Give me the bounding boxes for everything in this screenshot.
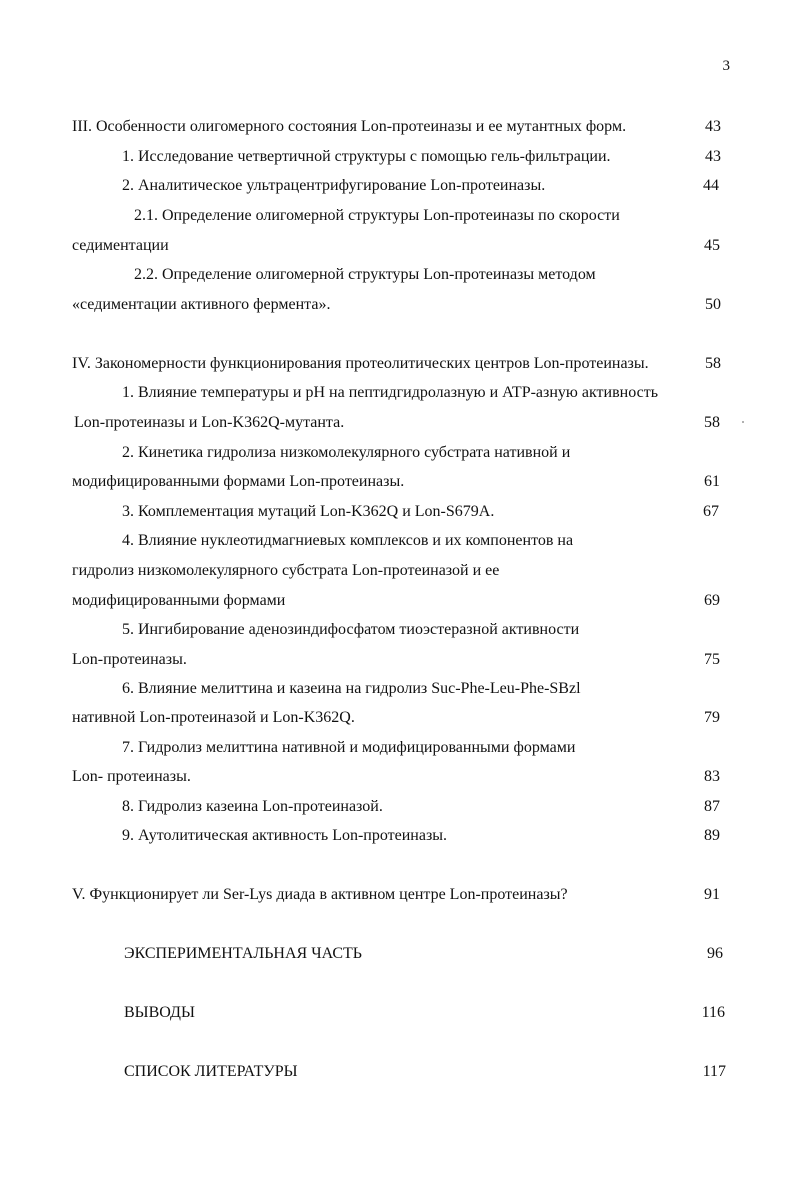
toc-line: 2. Кинетика гидролиза низкомолекулярного субстрата нативной и — [122, 444, 571, 461]
toc-line: модифицированными формами Lon-протеиназы. — [72, 473, 405, 490]
toc-line: 8. Гидролиз казеина Lon-протеиназой. — [122, 798, 383, 815]
toc-page: 69 — [704, 592, 720, 609]
page-number: 3 — [722, 58, 730, 74]
toc-page: 79 — [704, 709, 720, 726]
toc-line: III. Особенности олигомерного состояния Lon-протеиназы и ее мутантных форм. — [72, 118, 627, 135]
toc-line: V. Функционирует ли Ser-Lys диада в активном центре Lon-протеиназы? — [72, 886, 568, 903]
toc-page: 43 — [705, 118, 721, 135]
toc-line: 6. Влияние мелиттина и казеина на гидролиз Suc-Phe-Leu-Phe-SBzl — [122, 680, 581, 697]
toc-page: 91 — [704, 886, 720, 903]
toc-line: 2.1. Определение олигомерной структуры Lon-протеиназы по скорости — [134, 207, 620, 224]
toc-line: 9. Аутолитическая активность Lon-протеиназы. — [122, 827, 448, 844]
toc-page: 89 — [704, 827, 720, 844]
toc-page: 44 — [703, 177, 719, 194]
toc-page: 45 — [704, 237, 720, 254]
toc-line: 5. Ингибирование аденозиндифосфатом тиоэстеразной активности — [122, 621, 580, 638]
scan-speck — [742, 421, 744, 423]
toc-line: 3. Комплементация мутаций Lon-K362Q и Lon-S679A. — [122, 503, 495, 520]
toc-line: IV. Закономерности функционирования протеолитических центров Lon-протеиназы. — [72, 355, 649, 372]
toc-line: «седиментации активного фермента». — [72, 296, 331, 313]
toc-line: седиментации — [72, 237, 169, 254]
toc-line: 2.2. Определение олигомерной структуры Lon-протеиназы методом — [134, 266, 596, 283]
toc-line: Lon-протеиназы. — [72, 651, 187, 668]
toc-page: 67 — [703, 503, 719, 520]
toc-line: 2. Аналитическое ультрацентрифугирование Lon-протеиназы. — [122, 177, 546, 194]
toc-page: 83 — [704, 768, 720, 785]
toc-page: 58 — [704, 414, 720, 431]
toc-line: 7. Гидролиз мелиттина нативной и модифицированными формами — [122, 739, 576, 756]
toc-line: Lon- протеиназы. — [72, 768, 191, 785]
toc-page: 96 — [707, 945, 723, 962]
toc-line: СПИСОК ЛИТЕРАТУРЫ — [124, 1063, 298, 1080]
toc-line: нативной Lon-протеиназой и Lon-K362Q. — [72, 709, 355, 726]
toc-line: 1. Влияние температуры и pH на пептидгидролазную и ATP-азную активность — [122, 384, 658, 401]
toc-line: модифицированными формами — [72, 592, 286, 609]
toc-line: Lon-протеиназы и Lon-K362Q-мутанта. — [74, 414, 345, 431]
toc-line: гидролиз низкомолекулярного субстрата Lon-протеиназой и ее — [72, 562, 500, 579]
toc-line: 4. Влияние нуклеотидмагниевых комплексов и их компонентов на — [122, 532, 574, 549]
toc-page: 61 — [704, 473, 720, 490]
toc-page: 87 — [704, 798, 720, 815]
toc-page: 58 — [705, 355, 721, 372]
toc-line: ЭКСПЕРИМЕНТАЛЬНАЯ ЧАСТЬ — [124, 945, 362, 962]
toc-page: 117 — [702, 1063, 726, 1080]
toc-page: 75 — [704, 651, 720, 668]
toc-line: 1. Исследование четвертичной структуры с помощью гель-фильтрации. — [122, 148, 611, 165]
toc-page: 50 — [705, 296, 721, 313]
toc-page: 116 — [701, 1004, 725, 1021]
toc-line: ВЫВОДЫ — [124, 1004, 195, 1021]
toc-page: 43 — [705, 148, 721, 165]
